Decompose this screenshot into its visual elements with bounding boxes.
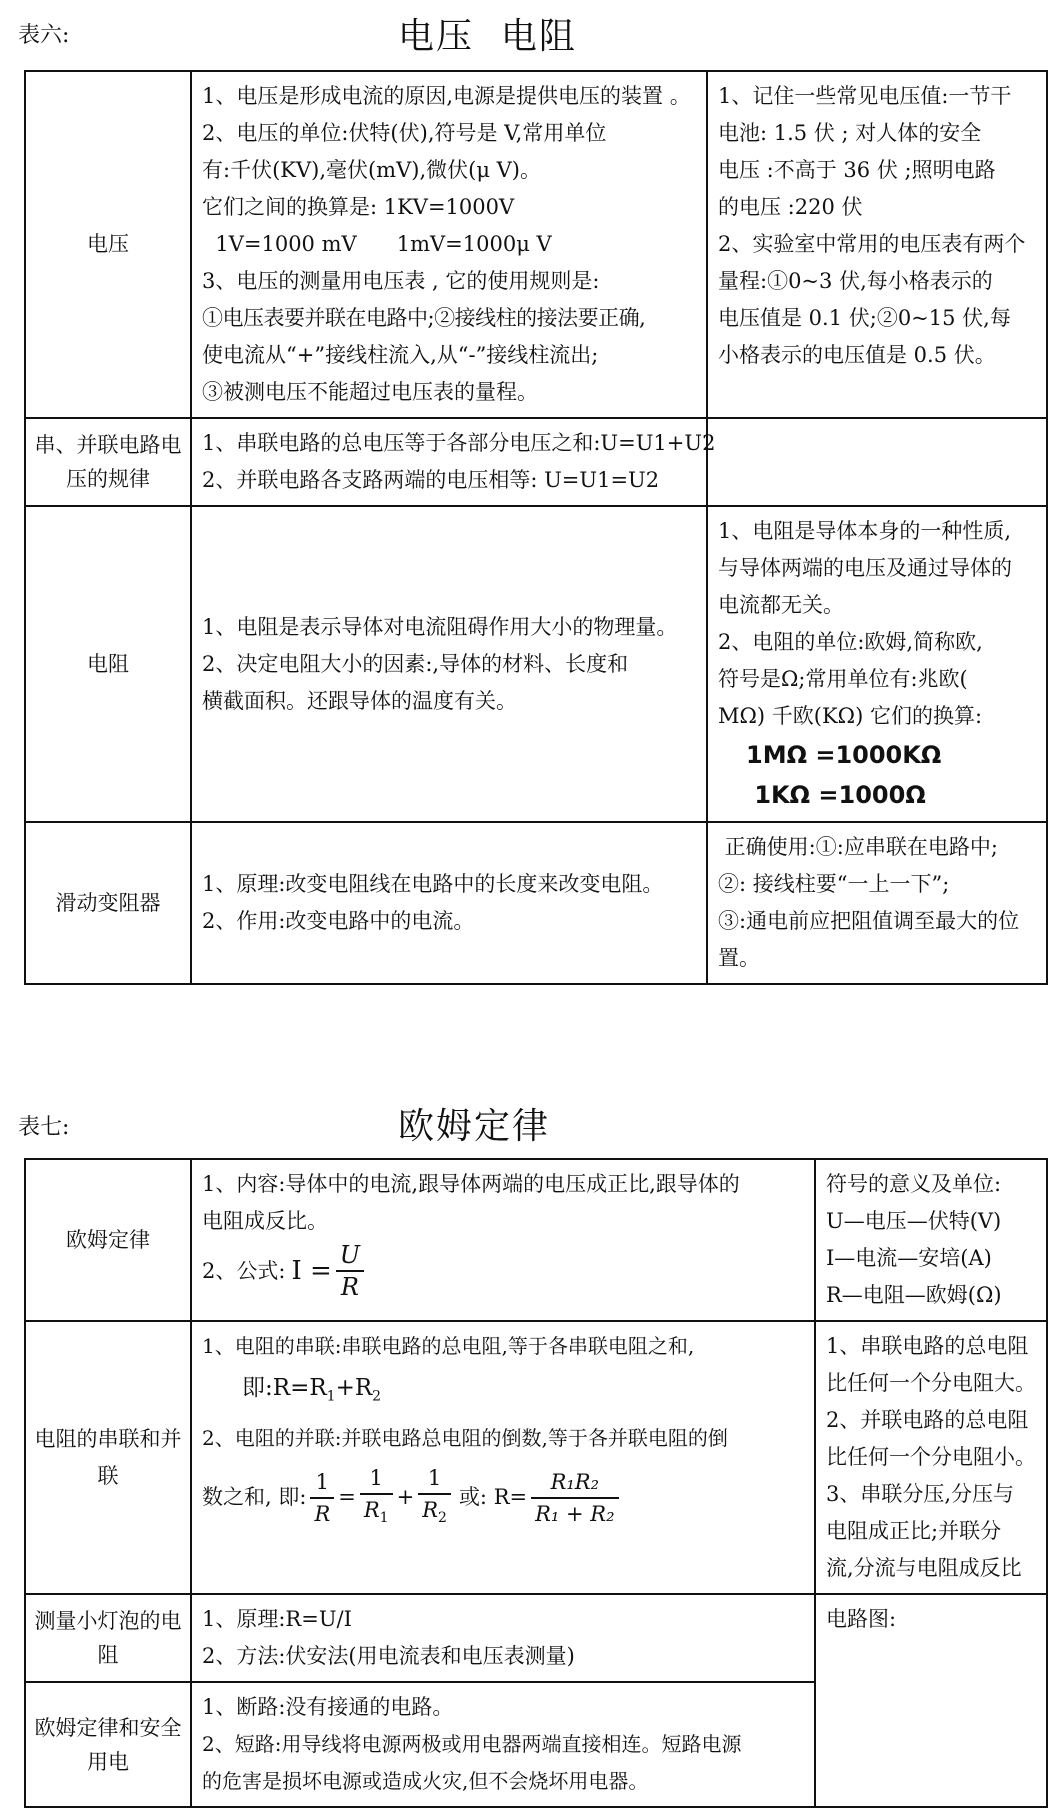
text-line: MΩ) 千欧(KΩ) 它们的换算: [718, 704, 983, 728]
text-line: 3、串联分压,分压与 [826, 1482, 1015, 1506]
formula-lhs: I = [291, 1255, 332, 1286]
numerator: 1 [360, 1463, 393, 1495]
sub-1: 1 [326, 1388, 336, 1405]
numerator: 1 [310, 1467, 334, 1499]
table7-row-ohms-law [25, 1159, 1047, 1321]
denominator: R [340, 1273, 359, 1301]
text-line: 2、并联电路的总电阻 [826, 1408, 1029, 1432]
text-line: 2、短路:用导线将电源两极或用电器两端直接相连。短路电源 [202, 1732, 742, 1756]
fraction [310, 1467, 334, 1529]
row-head: 测量小灯泡的电阻 [25, 1594, 191, 1682]
denominator [418, 1495, 451, 1533]
sub-1: 1 [379, 1509, 389, 1526]
equals-sign: = [338, 1485, 356, 1510]
row-head: 电压 [25, 71, 191, 418]
table6-title: 电压 电阻 [398, 16, 577, 57]
row-head: 电阻 [25, 506, 191, 822]
text-line: 2、电阻的单位:欧姆,简称欧, [718, 630, 983, 654]
row-content [191, 506, 707, 822]
ohms-law-formula [202, 1240, 804, 1302]
fraction [336, 1240, 364, 1302]
fraction [418, 1463, 451, 1533]
text-line: 电池: 1.5 伏 ; 对人体的安全 [718, 121, 982, 145]
text-line: ②: 接线柱要“一上一下”; [718, 872, 950, 896]
conversion-formula: 1MΩ =1000KΩ [746, 741, 942, 769]
numerator: 1 [418, 1463, 451, 1495]
numerator: U [336, 1240, 364, 1272]
row-content [191, 1321, 815, 1594]
text-line: 2、电阻的并联:并联电路总电阻的倒数,等于各并联电阻的倒 [202, 1425, 728, 1450]
text-line: 1、电阻的串联:串联电路的总电阻,等于各串联电阻之和, [202, 1334, 695, 1358]
text-line: 横截面积。还跟导体的温度有关。 [202, 688, 517, 713]
text-line: 1、原理:R=U/I [202, 1607, 352, 1631]
text-line: 电流都无关。 [718, 593, 844, 617]
text-line: 正确使用:①:应串联在电路中; [718, 835, 998, 859]
numerator: R₁R₂ [531, 1467, 618, 1499]
text-line: 比任何一个分电阻小。 [826, 1445, 1036, 1469]
table7-title: 欧姆定律 [398, 1106, 551, 1147]
parallel-formula [202, 1463, 804, 1533]
series-formula [202, 1365, 804, 1420]
sub-2: 2 [372, 1388, 382, 1405]
text-line: 1、电阻是导体本身的一种性质, [718, 519, 1012, 543]
text-line: ③被测电压不能超过电压表的量程。 [202, 380, 538, 404]
fraction [360, 1463, 393, 1533]
text-line: ①电压表要并联在电路中;②接线柱的接法要正确, [202, 306, 646, 330]
row-note [707, 506, 1047, 822]
table6-row-resistance [25, 506, 1047, 822]
text-line: 2、决定电阻大小的因素:,导体的材料、长度和 [202, 651, 629, 676]
table6-row-series-parallel-voltage [25, 418, 1047, 506]
denominator: R₁ + R₂ [535, 1501, 615, 1526]
text-line: 电阻成反比。 [202, 1209, 328, 1233]
text-line: U—电压—伏特(V) [826, 1209, 1002, 1233]
denominator: R [314, 1501, 331, 1526]
text-line: 小格表示的电压值是 0.5 伏。 [718, 343, 996, 367]
text-line: 量程:①0~3 伏,每小格表示的 [718, 269, 993, 293]
text-line: 1、电压是形成电流的原因,电源是提供电压的装置 。 [202, 84, 691, 108]
text-line: 与导体两端的电压及通过导体的 [718, 556, 1012, 580]
table6-row-rheostat [25, 822, 1047, 984]
text-line: 2、电压的单位:伏特(伏),符号是 V,常用单位 [202, 121, 607, 145]
parallel-prefix: 数之和, 即: [202, 1485, 307, 1510]
fraction [531, 1467, 618, 1529]
text-line: 符号是Ω;常用单位有:兆欧( [718, 667, 968, 691]
text-line: 的危害是损坏电源或造成火灾,但不会烧坏用电器。 [202, 1769, 649, 1793]
formula-prefix: 2、公式: [202, 1258, 286, 1283]
text-line: 1V=1000 mV 1mV=1000μ V [202, 232, 552, 256]
row-head: 欧姆定律 [25, 1159, 191, 1321]
conversion-formula: 1KΩ =1000Ω [746, 781, 926, 809]
denominator [360, 1495, 393, 1533]
series-plus: +R [335, 1375, 373, 1401]
text-line: 1、内容:导体中的电流,跟导体两端的电压成正比,跟导体的 [202, 1172, 740, 1196]
text-line: 使电流从“+”接线柱流入,从“-”接线柱流出; [202, 343, 599, 367]
text-line: 1、串联电路的总电压等于各部分电压之和:U=U1+U2 [202, 431, 716, 455]
row-content [191, 71, 707, 418]
text-line: 置。 [718, 946, 760, 970]
text-line: 1、断路:没有接通的电路。 [202, 1695, 454, 1719]
text-line: 2、方法:伏安法(用电流表和电压表测量) [202, 1644, 575, 1668]
row-note [707, 418, 1047, 506]
table7 [24, 1158, 1048, 1808]
text-line: 电压 :不高于 36 伏 ;照明电路 [718, 158, 996, 182]
text-line: 的电压 :220 伏 [718, 195, 863, 219]
table7-row-lamp-resistance [25, 1594, 1047, 1682]
text-line: 有:千伏(KV),毫伏(mV),微伏(μ V)。 [202, 158, 542, 182]
row-content [191, 418, 716, 506]
text-line: 比任何一个分电阻大。 [826, 1371, 1036, 1395]
circuit-diagram-cell [815, 1594, 1047, 1807]
sub-2: 2 [438, 1509, 447, 1526]
text-line: 2、实验室中常用的电压表有两个 [718, 232, 1026, 256]
row-note [707, 822, 1047, 984]
row-note [815, 1159, 1047, 1321]
text-line: ③:通电前应把阻值调至最大的位 [718, 909, 1020, 933]
row-content [191, 1594, 815, 1682]
table7-row-series-parallel-resistance [25, 1321, 1047, 1594]
text-line: 电路图: [826, 1607, 897, 1631]
table6 [24, 70, 1048, 985]
row-head: 串、并联电路电压的规律 [25, 418, 191, 506]
row-head: 欧姆定律和安全用电 [25, 1682, 191, 1807]
text-line: 流,分流与电阻成反比 [826, 1556, 1022, 1580]
r-symbol: R [422, 1497, 439, 1522]
text-line: 符号的意义及单位: [826, 1172, 1002, 1196]
text-line: 1、原理:改变电阻线在电路中的长度来改变电阻。 [202, 872, 664, 896]
row-content [191, 1159, 815, 1321]
row-content [191, 1682, 815, 1807]
r-symbol: R [363, 1497, 380, 1522]
or-text: 或: R= [458, 1485, 528, 1510]
text-line: 电阻成正比;并联分 [826, 1519, 1002, 1543]
text-line: 它们之间的换算是: 1KV=1000V [202, 195, 515, 219]
table6-row-voltage [25, 71, 1047, 418]
table6-label: 表六: [18, 23, 70, 48]
row-content [191, 822, 707, 984]
text-line: 3、电压的测量用电压表 , 它的使用规则是: [202, 269, 600, 293]
row-note [815, 1321, 1047, 1594]
row-head: 滑动变阻器 [25, 822, 191, 984]
text-line: I—电流—安培(A) [826, 1246, 992, 1270]
text-line: 2、作用:改变电路中的电流。 [202, 909, 475, 933]
text-line: 电压值是 0.1 伏;②0~15 伏,每 [718, 306, 1011, 330]
text-line: 1、电阻是表示导体对电流阻碍作用大小的物理量。 [202, 614, 678, 639]
row-head: 电阻的串联和并联 [25, 1321, 191, 1594]
text-line: R—电阻—欧姆(Ω) [826, 1283, 1002, 1307]
text-line: 1、记住一些常见电压值:一节干 [718, 84, 1012, 108]
table7-label: 表七: [18, 1115, 70, 1140]
plus-sign: + [396, 1485, 415, 1510]
row-note [707, 71, 1047, 418]
series-prefix: 即:R=R [242, 1375, 327, 1401]
text-line: 2、并联电路各支路两端的电压相等: U=U1=U2 [202, 468, 660, 492]
text-line: 1、串联电路的总电阻 [826, 1334, 1029, 1358]
